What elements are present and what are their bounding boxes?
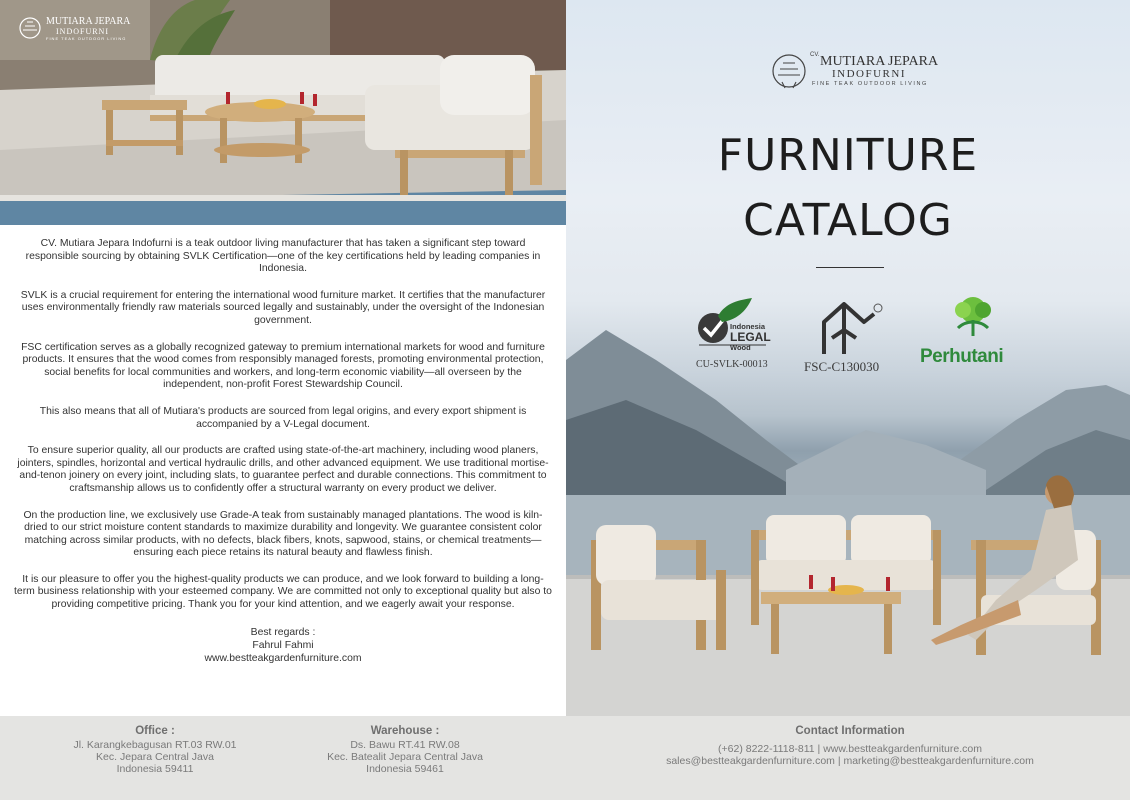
perhutani-label: Perhutani — [920, 346, 1004, 367]
signer-name: Fahrul Fahmi — [252, 639, 314, 651]
letter-paragraph: This also means that all of Mutiara's products are sourced from legal origins, and every export shipment is accompanied by a V-Legal document. — [39, 405, 527, 430]
contact-line-emails[interactable]: sales@bestteakgardenfurniture.com | marketing@bestteakgardenfurniture.com — [666, 755, 1034, 767]
letter-paragraph: It is our pleasure to offer you the highest-quality products we can produce, and we look forward to building a long-term business relationship with your esteemed company. We are committed not only to exceptional quality but also to providing competitive pricing. Thank you for your kind attention, and we eagerly await your response. — [14, 573, 552, 611]
office-line: Jl. Karangkebagusan RT.03 RW.01 — [73, 739, 237, 751]
office-line: Kec. Jepara Central Java — [96, 751, 214, 763]
brand-prefix: CV. — [810, 52, 820, 58]
svlk-label-bot: Wood — [730, 343, 751, 352]
brand-emblem-icon — [770, 52, 808, 90]
brand-sub: INDOFURNI — [832, 68, 906, 80]
office-line: Indonesia 59411 — [116, 763, 194, 775]
warehouse-line: Ds. Bawu RT.41 RW.08 — [350, 739, 460, 751]
hero-photo-sofa-set — [0, 0, 566, 225]
website-link[interactable]: www.bestteakgardenfurniture.com — [204, 652, 362, 664]
contact-heading: Contact Information — [795, 725, 905, 737]
letter-paragraph: SVLK is a crucial requirement for entering the international wood furniture market. It certifies that the manufacturer uses environmentally friendly raw materials sourced legally and sustainably, under the oversight of the Indonesian government. — [20, 289, 546, 326]
svlk-legal-wood-badge — [696, 298, 776, 378]
warehouse-line: Kec. Batealit Jepara Central Java — [327, 751, 483, 763]
office-heading: Office : — [135, 725, 175, 737]
office-address — [40, 725, 270, 775]
warehouse-heading: Warehouse : — [370, 725, 440, 737]
catalog-title-line1: FURNITURE — [717, 130, 979, 181]
letter-paragraph: CV. Mutiara Jepara Indofurni is a teak outdoor living manufacturer that has taken a significant step toward responsible sourcing by obtaining SVLK Certification—one of the key certifications held by leading companies in Indonesia. — [25, 238, 541, 275]
svlk-label-top: Indonesia — [730, 322, 766, 331]
fsc-tree-icon — [814, 302, 884, 356]
brand-logo-small — [18, 14, 148, 44]
closing-text: Best regards : — [250, 626, 316, 638]
brand-tagline-small: FINE TEAK OUTDOOR LIVING — [46, 36, 127, 41]
left-page — [0, 0, 566, 716]
warehouse-address — [300, 725, 510, 775]
svlk-code: CU-SVLK-00013 — [696, 359, 768, 370]
footer-bar — [0, 716, 1130, 800]
letter-paragraph: On the production line, we exclusively use Grade-A teak from sustainably managed plantations. The wood is kiln-dried to our strict moisture content standards to maximize durability and longevity. We guarantee consistent color matching across similar products, with no defects, black fibers, knots, sapwood, stains, or chemical treatments—ensuring each piece retains its natural beauty and flawless finish. — [23, 509, 543, 559]
perhutani-tree-icon — [948, 296, 998, 340]
letter-paragraph: To ensure superior quality, all our products are crafted using state-of-the-art machinery, including wood planers, jointers, spindles, horizontal and vertical hydraulic drills, and other advanced equipment. We use traditional mortise-and-tenon joinery on every joint, including slats, to guarantee perfect and durable connections. This commitment to craftsmanship allows us to confidently offer a structural warranty on every product we deliver. — [17, 445, 549, 494]
brand-name: MUTIARA JEPARA — [820, 54, 939, 69]
svlk-label-mid: LEGAL — [730, 330, 771, 344]
letter-paragraph: FSC certification serves as a globally recognized gateway to premium international markets for wood and furniture products. It ensures that the wood comes from responsibly managed forests, promoting environmental protection, social benefits for local communities and workers, and long-term economic viability—all overseen by the independent, non-profit Forest Stewardship Council. — [21, 341, 545, 391]
fsc-code: FSC-C130030 — [804, 359, 880, 374]
contact-line-phone-web[interactable]: (+62) 8222-1118-811 | www.bestteakgardenfurniture.com — [718, 743, 982, 755]
signature-block — [14, 626, 552, 665]
brand-logo — [770, 50, 940, 94]
right-page-cover — [566, 0, 1130, 716]
contact-information — [600, 725, 1100, 767]
title-divider — [816, 267, 884, 268]
warehouse-line: Indonesia 59461 — [366, 763, 444, 775]
brand-tagline: FINE TEAK OUTDOOR LIVING — [812, 81, 928, 87]
brand-sub-small: INDOFURNI — [56, 27, 109, 36]
brand-name-small: MUTIARA JEPARA — [46, 16, 131, 27]
fsc-badge — [802, 302, 902, 378]
catalog-title-line2: CATALOG — [743, 195, 953, 246]
perhutani-badge — [918, 296, 1028, 376]
letter-body — [14, 238, 552, 665]
